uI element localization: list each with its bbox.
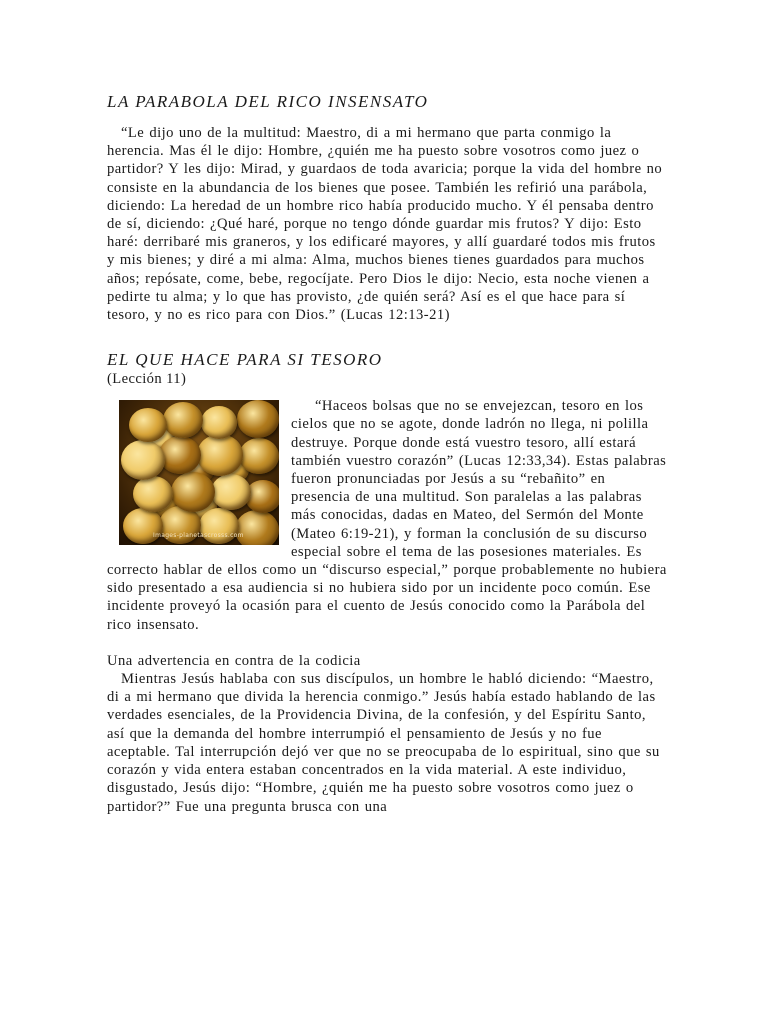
image-watermark: Images-planetascrosss.com — [153, 532, 244, 540]
section-title-2: EL QUE HACE PARA SI TESORO — [107, 350, 383, 370]
coin-shape — [211, 474, 251, 510]
coin-shape — [121, 440, 165, 480]
scripture-paragraph: “Le dijo uno de la multitud: Maestro, di a mi hermano que parta conmigo la herencia. Mas él le dijo: Hombre, ¿quién me ha puesto sobre vosotros como juez o partidor? Y les dijo: Mirad, y guardaos de toda avaricia; porque la vida del hombre no consiste en la abundancia de los bienes que posee. También les refirió una parábola, diciendo: La heredad de un hombre rico había producido mucho. Y él pensaba dentro de sí, diciendo: ¿Qué haré, porque no tengo dónde guardar mis frutos? Y dijo: Esto haré: derribaré mis graneros, y los edificaré mayores, y allí guardaré todos mis frutos y mis bienes; y diré a mi alma: Alma, muchos bienes tienes guardados para muchos años; repósate, come, bebe, regocíjate. Pero Dios le dijo: Necio, esta noche vienen a pedirte tu alma; y lo que has provisto, ¿de quién será? Así es el que hace para sí tesoro, y no es rico para con Dios.” (Lucas 12:13-21) — [107, 125, 663, 324]
coin-shape — [237, 400, 279, 438]
gold-coins-image — [119, 400, 279, 545]
coin-shape — [197, 434, 243, 475]
body-paragraph-2: Mientras Jesús hablaba con sus discípulos, un hombre le habló diciendo: “Maestro, di a mi hermano que divida la herencia conmigo.” Jesús había estado hablando de las verdades esenciales, de la Providencia Divina, de la confesión, y del Espíritu Santo, así que la demanda del hombre interrumpió el pensamiento de Jesús y no fue aceptable. Tal interrupción dejó ver que no se preocupaba de lo espiritual, sino que su corazón y vida entera estaban concentrados en la vida material. A este individuo, disgustado, Jesús dijo: “Hombre, ¿quién me ha puesto sobre vosotros como juez o partidor?” Fue una pregunta brusca con una — [107, 671, 660, 815]
coin-shape — [235, 510, 279, 545]
section-title: LA PARABOLA DEL RICO INSENSATO — [107, 92, 429, 111]
coin-shape — [201, 406, 237, 438]
coin-shape — [171, 472, 215, 512]
body-paragraph: “Haceos bolsas que no se envejezcan, tesoro en los cielos que no se agote, donde ladrón no llega, ni polilla destruye. Porque donde está vuestro tesoro, allí estará también vuestro corazón” (Lucas 12:33,34). Estas palabras fueron pronunciadas por Jesús a su “rebañito” en presencia de una multitud. Son paralelas a las palabras más conocidas, dadas en Mateo, del Sermón del Monte (Mateo 6:19-21), y forman la conclusión de su discurso especial sobre el tema de las posesiones materiales. Es correcto hablar de ellos como un “discurso especial,” porque probablemente no hubiera sido presentado a esa audiencia si no hubiera sido por un incidente poco común. Ese incidente proveyó la ocasión para el cuento de Jesús conocido como la Parábola del rico insensato. — [107, 398, 667, 633]
subheading: Una advertencia en contra de la codicia — [107, 652, 361, 669]
coin-shape — [159, 436, 201, 474]
coin-shape — [133, 476, 173, 512]
coin-shape — [239, 438, 279, 474]
coin-shape — [163, 402, 203, 438]
lesson-label: (Lección 11) — [107, 371, 187, 388]
